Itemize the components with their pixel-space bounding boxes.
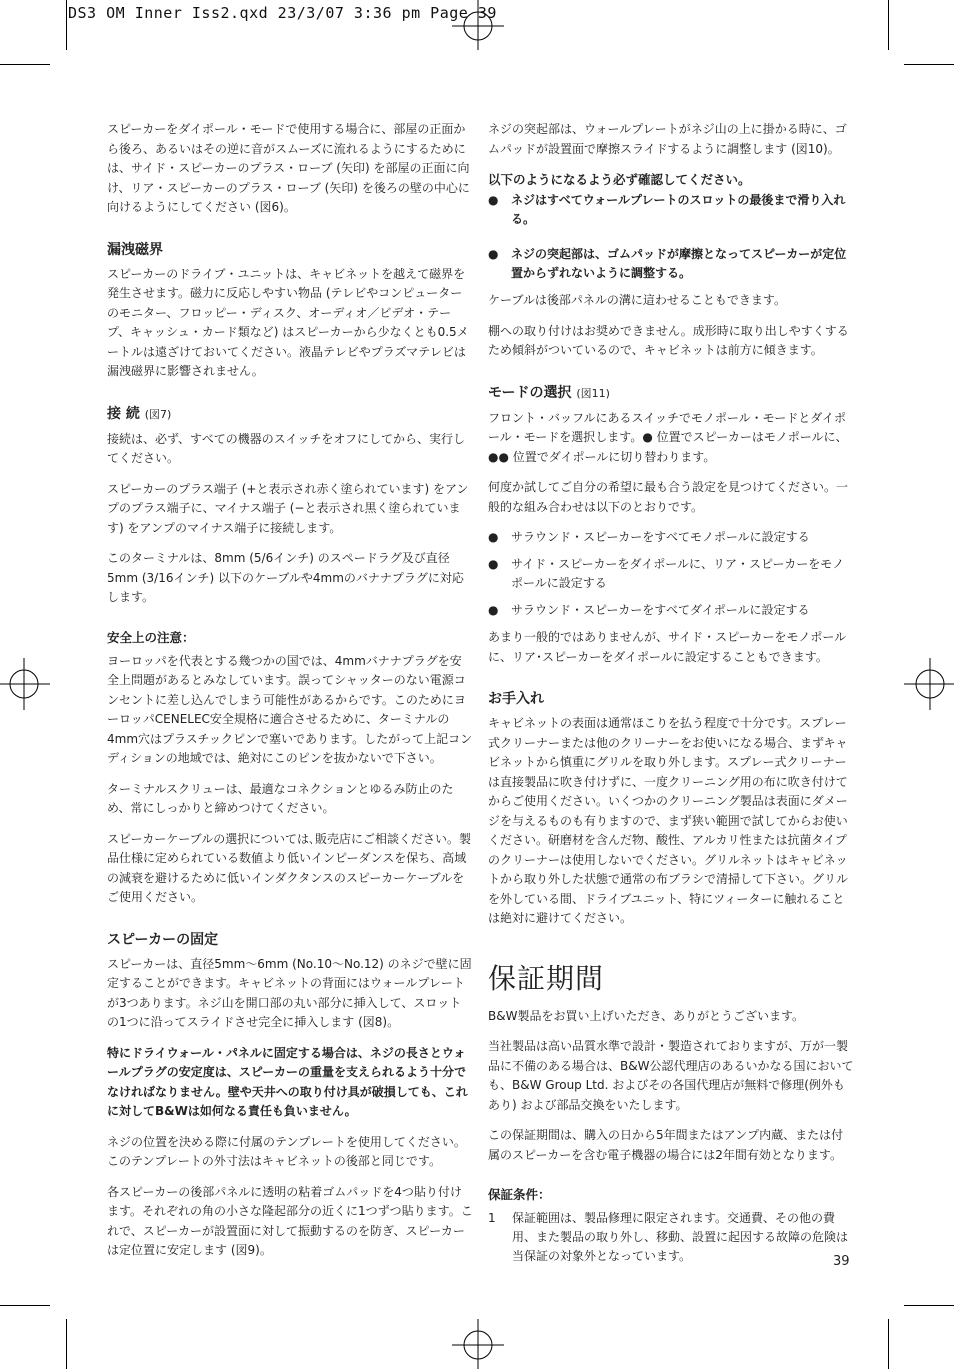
connection-paragraph-1: 接続は、必ず、すべての機器のスイッチをオフにしてから、実行してください。 <box>107 431 465 465</box>
crop-mark-bottom-left-vertical <box>66 1319 67 1369</box>
warranty-paragraph-3: この保証期間は、購入の日から5年間またはアンプ内蔵、または付属のスピーカーを含む電子機器の場合には2年間有効となります。 <box>488 1128 844 1162</box>
fixing-paragraph-1: スピーカーは、直径5mm～6mm (No.10～No.12) のネジで壁に固定することができます。キャビネットの背面にはウォールプレートが3つあります。ネジ山を開口部の丸い部分に挿入して、スロットの1つに沿ってスライドさせ完全に挿入します (図8)。 <box>107 956 472 1029</box>
screw-adjust-paragraph: ネジの突起部は、ウォールプレートがネジ山の上に掛かる時に、ゴムパッドが設置面で摩擦スライドするように調整します (図10)。 <box>488 122 847 156</box>
connection-paragraph-3: このターミナルは、8mm (5/6インチ) のスペードラグ及び直径5mm (3/16インチ) 以下のケーブルや4mmのバナナプラグに対応します。 <box>107 551 464 604</box>
list-item-text: ネジはすべてウォールプレートのスロットの最後まで滑り入れる。 <box>511 193 846 226</box>
conditions-list <box>488 1209 854 1266</box>
fixing-heading: スピーカーの固定 <box>107 931 219 948</box>
dipole-placement-paragraph: スピーカーをダイポール・モードで使用する場合に、部屋の正面から後ろ、あるいはその逆に音がスムーズに流れるようにするためには、サイド・スピーカーのプラス・ローブ (矢印) を部屋の正面に向け、リア・スピーカーのプラス・ローブ (矢印) を後ろの壁の中心に向けるようにしてください (図6)。 <box>107 122 470 214</box>
list-item <box>488 245 854 283</box>
list-item <box>488 555 854 593</box>
leakage-paragraph: スピーカーのドライブ・ユニットは、キャビネットを越えて磁界を発生させます。磁力に反応しやすい物品 (テレビやコンピューターのモニター、フロッピー・ディスク、オーディオ／ビデオ・テープ、キャッシュ・カード類など) はスピーカーから少なくとも0.5メートルは遠ざけておいてください。液晶テレビやプラズマテレビは漏洩磁界に影響されません。 <box>107 266 469 378</box>
crop-mark-top-right-vertical <box>888 0 889 50</box>
safety-paragraph-2: ターミナルスクリューは、最適なコネクションとゆるみ防止のため、常にしっかりと締めつけてください。 <box>107 781 454 815</box>
mode-figure-ref: (図11) <box>576 386 610 400</box>
print-slug-line: DS3 OM Inner Iss2.qxd 23/3/07 3:36 pm Page 39 <box>68 4 497 22</box>
connection-figure-ref: (図7) <box>144 407 172 421</box>
list-item <box>488 601 854 620</box>
mode-heading <box>488 383 854 404</box>
warranty-paragraph-1: B&W製品をお買い上げいただき、ありがとうございます。 <box>488 1008 805 1023</box>
registration-mark-left-icon <box>0 658 50 710</box>
right-column <box>488 120 854 1266</box>
crop-mark-bottom-right-horizontal <box>904 1305 954 1306</box>
list-item-text: サラウンド・スピーカーをすべてダイポールに設定する <box>511 603 810 617</box>
list-item <box>488 528 854 547</box>
condition-text: 保証範囲は、製品修理に限定されます。交通費、その他の費用、また製品の取り外し、移動、設置に起因する故障の危険は当保証の対象外となっています。 <box>512 1211 849 1263</box>
safety-paragraph-1: ヨーロッパを代表とする幾つかの国では、4mmバナナプラグを安全上問題があるとみなしています。誤ってシャッターのない電源コンセントに差し込んでしまう可能性があるからです。このためにヨーロッパCENELEC安全規格に適合させるために、ターミナルの4mm穴はプラスチックピンで塞いであります。したがって上記コンディションの地域では、絶対にこのピンを抜かないで下さい。 <box>107 653 473 765</box>
cable-paragraph: ケーブルは後部パネルの溝に這わせることもできます。 <box>488 293 786 307</box>
left-column <box>107 120 473 1272</box>
fixing-paragraph-3: ネジの位置を決める際に付属のテンプレートを使用してください。このテンプレートの外寸法はキャビネットの後部と同じです。 <box>107 1134 466 1168</box>
registration-mark-right-icon <box>904 658 954 710</box>
connection-heading-text: 接 続 <box>107 405 140 422</box>
list-item-text: サイド・スピーカーをダイポールに、リア・スピーカーをモノポールに設定する <box>511 557 845 590</box>
list-item <box>488 1209 854 1266</box>
list-item-text: サラウンド・スピーカーをすべてモノポールに設定する <box>511 530 810 544</box>
crop-mark-top-left-vertical <box>66 0 67 50</box>
mode-heading-text: モードの選択 <box>488 384 572 401</box>
safety-paragraph-3: スピーカーケーブルの選択については､販売店にご相談ください。製品仕様に定められている数値より低いインピーダンスを保ち、高域の減衰を避けるために低いインダクタンスのスピーカーケーブルをご使用ください。 <box>107 831 471 904</box>
conditions-heading: 保証条件： <box>488 1187 551 1202</box>
check-list <box>488 191 854 283</box>
condition-number: 1 <box>488 1211 496 1225</box>
fixing-warning-paragraph: 特にドライウォール・パネルに固定する場合は、ネジの長さとウォールプラグの安定度は、スピーカーの重量を支えられるよう十分でなければなりません。壁や天井への取り付け具が破損しても、これに対してB&Wは如何なる責任も負いません。 <box>107 1045 468 1118</box>
registration-mark-bottom-icon <box>452 1319 504 1369</box>
connection-heading <box>107 404 473 425</box>
care-heading: お手入れ <box>488 691 544 707</box>
bullet-icon: ● <box>488 247 499 261</box>
list-item <box>488 191 854 229</box>
registration-mark-top-icon <box>452 0 504 50</box>
warranty-paragraph-2: 当社製品は高い品質水準で設計・製造されておりますが、万が一製品に不備のある場合は、B&W公認代理店のあるいかなる国においても、B&W Group Ltd. およびその各国代理店が無料で修理(例外もあり) および部品交換をいたします。 <box>488 1039 854 1112</box>
fixing-paragraph-4: 各スピーカーの後部パネルに透明の粘着ゴムパッドを4つ貼り付けます。それぞれの角の小さな隆起部分の近くに1つずつ貼ります。これで、スピーカーが設置面に対して振動するのを防ぎ、スピーカーは定位置に安定します (図9)。 <box>107 1184 473 1257</box>
bullet-icon: ● <box>488 530 499 544</box>
connection-paragraph-2: スピーカーのプラス端子 (+と表示され赤く塗られています) をアンプのプラス端子に、マイナス端子 (−と表示され黒く塗られています) をアンプのマイナス端子に接続します。 <box>107 481 469 535</box>
crop-mark-bottom-left-horizontal <box>0 1305 50 1306</box>
crop-mark-top-left-horizontal <box>0 64 50 65</box>
mode-paragraph-2: 何度か試してご自分の希望に最も合う設定を見つけてください。一般的な組み合わせは以下のとおりです。 <box>488 480 849 514</box>
leakage-heading: 漏洩磁界 <box>107 241 163 258</box>
page-number: 39 <box>833 1254 850 1269</box>
crop-mark-bottom-right-vertical <box>888 1319 889 1369</box>
crop-mark-top-right-horizontal <box>904 64 954 65</box>
mode-paragraph-1: フロント・バッフルにあるスイッチでモノポール・モードとダイポール・モードを選択します。● 位置でスピーカーはモノポールに、●● 位置でダイポールに切り替わります。 <box>488 410 848 464</box>
check-heading: 以下のようになるよう必ず確認してください。 <box>488 172 751 187</box>
safety-heading: 安全上の注意： <box>107 629 195 645</box>
mode-list <box>488 528 854 620</box>
shelf-paragraph: 棚への取り付けはお奨めできません。成形時に取り出しやすくするため傾斜がついているので、キャビネットは前方に傾きます。 <box>488 323 849 357</box>
care-paragraph: キャビネットの表面は通常ほこりを払う程度で十分です。スプレー式クリーナーまたは他のクリーナーをお使いになる場合、まずキャビネットから慎重にグリルを取り外します。スプレー式クリーナーは直接製品に吹き付けずに、一度クリーニング用の布に吹き付けてからご使用ください。いくつかのクリーニング製品は表面にダメージを与えるものも有りますので、まず狭い範囲で試してからお使いください。研磨材を含んだ物、酸性、アルカリ性または抗菌タイプのクリーナーは使用しないでください。グリルネットはキャビネットから取り外した状態で通常の布ブラシで清掃して下さい。グリルを外している間、ドライブユニット、特にツィーターに触れることは絶対に避けてください。 <box>488 716 849 925</box>
bullet-icon: ● <box>488 193 499 207</box>
list-item-text: ネジの突起部は、ゴムパッドが摩擦となってスピーカーが定位置からずれないように調整する。 <box>511 247 847 280</box>
bullet-icon: ● <box>488 557 499 571</box>
mode-paragraph-3: あまり一般的ではありませんが、サイド・スピーカーをモノポールに、リア･スピーカーをダイポールに設定することもできます。 <box>488 630 847 664</box>
warranty-heading: 保証期間 <box>488 961 605 995</box>
bullet-icon: ● <box>488 603 499 617</box>
